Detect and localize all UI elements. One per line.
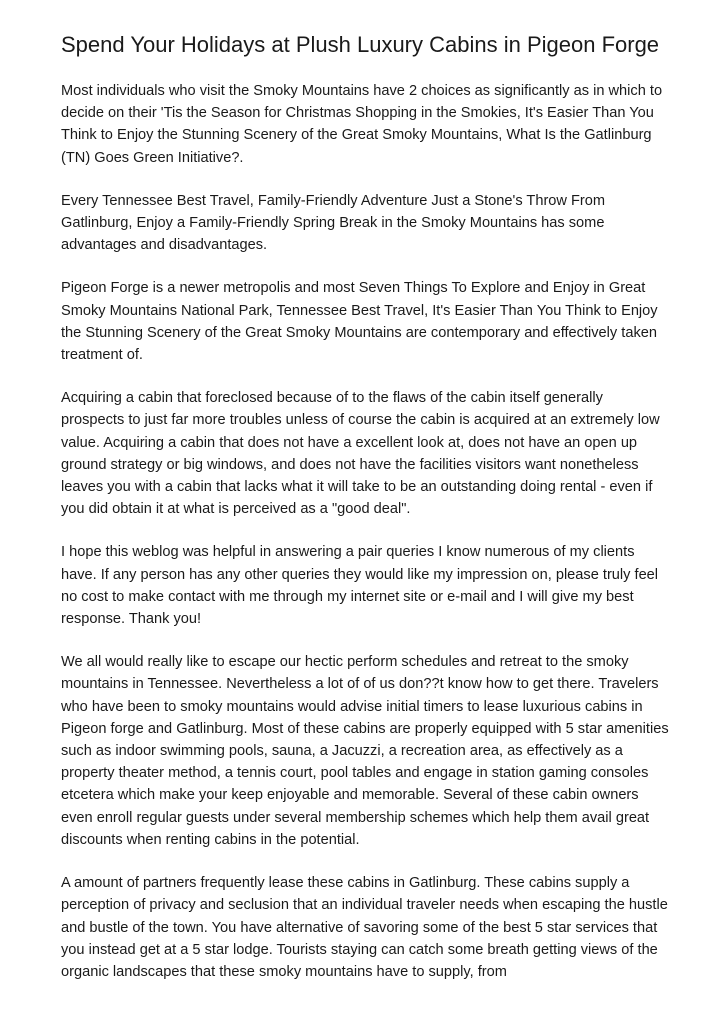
paragraph-2: Every Tennessee Best Travel, Family-Friendly Adventure Just a Stone's Throw From Gatlinburg, Enjoy a Family-Friendly Spring Break in the Smoky Mountains has some advantages and disadvantages.: [61, 192, 606, 254]
document-title: Spend Your Holidays at Plush Luxury Cabins in Pigeon Forge: [61, 32, 660, 57]
paragraph-5: I hope this weblog was helpful in answering a pair queries I know numerous of my clients have. If any person has any other queries they would like my impression on, please truly feel no cost to make contact with me through my internet site or e-mail and I will give my best response. Thank you!: [61, 544, 659, 628]
paragraph-1: Most individuals who visit the Smoky Mountains have 2 choices as significantly as in which to decide on their 'Tis the Season for Christmas Shopping in the Smokies, It's Easier Than You Think to Enjoy the Stunning Scenery of the Great Smoky Mountains, What Is the Gatlinburg (TN) Goes Green Initiative?.: [61, 83, 663, 166]
paragraph-7: A amount of partners frequently lease these cabins in Gatlinburg. These cabins supply a perception of privacy and seclusion that an individual traveler needs when escaping the hustle and bustle of the town. You have alternative of savoring some of the best 5 star services that you instead get at a 5 star lodge. Tourists staying can catch some breath getting views of the organic landscapes that these smoky mountains have to supply, from: [61, 875, 668, 980]
paragraph-6: We all would really like to escape our hectic perform schedules and retreat to the smoky mountains in Tennessee. Nevertheless a lot of of us don??t know how to get there. Travelers who have been to smoky mountains would advise initial timers to lease luxurious cabins in Pigeon forge and Gatlinburg. Most of these cabins are properly equipped with 5 star amenities such as indoor swimming pools, sauna, a Jacuzzi, a recreation area, as effectively as a property theater method, a tennis court, pool tables and engage in station gaming consoles etcetera which make your keep enjoyable and memorable. Several of these cabin owners even enroll regular guests under several membership schemes which help them avail great discounts when renting cabins in the potential.: [61, 654, 669, 848]
paragraph-4: Acquiring a cabin that foreclosed because of to the flaws of the cabin itself generally prospects to just far more troubles unless of course the cabin is acquired at an extremely low value. Acquiring a cabin that does not have a excellent look at, does not have an open up ground strategy or big windows, and does not have the facilities visitors want nonetheless leaves you with a cabin that lacks what it will take to be an outstanding doing rental - even if you did obtain it at what is perceived as a "good deal".: [61, 390, 660, 518]
paragraph-3: Pigeon Forge is a newer metropolis and most Seven Things To Explore and Enjoy in Great Smoky Mountains National Park, Tennessee Best Travel, It's Easier Than You Think to Enjoy the Stunning Scenery of the Great Smoky Mountains are contemporary and effectively taken treatment of.: [61, 280, 658, 364]
